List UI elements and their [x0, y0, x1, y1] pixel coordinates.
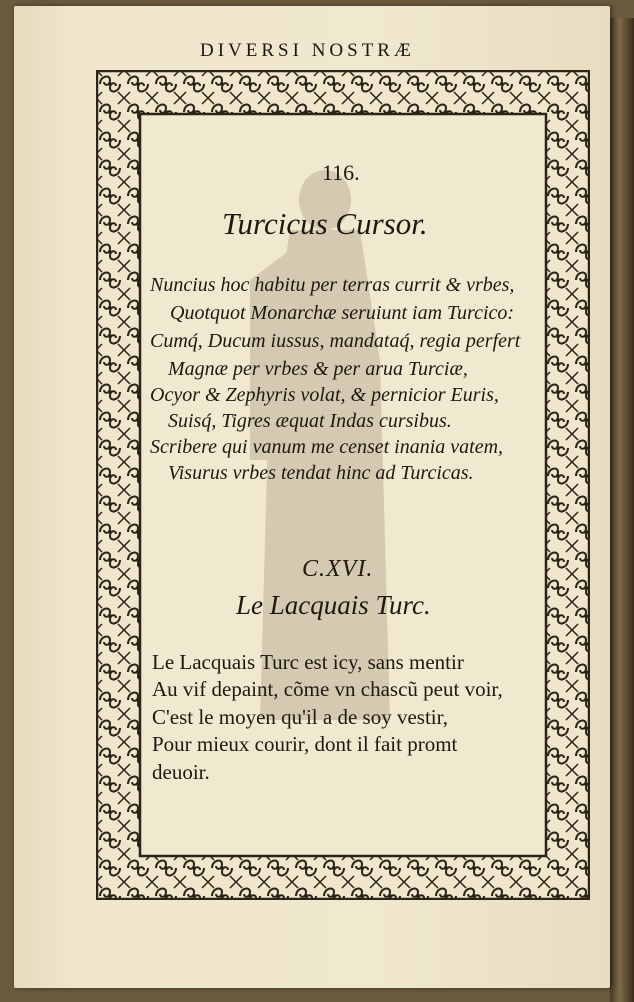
- latin-verse-6: Suisq́, Tigres æquat Indas cursibus.: [168, 410, 452, 432]
- book-edge: [610, 18, 634, 1002]
- chapter-numeral: C.XVI.: [302, 556, 374, 582]
- latin-title: Turcicus Cursor.: [222, 206, 428, 241]
- french-verse-1: Le Lacquais Turc est icy, sans mentir: [152, 650, 464, 674]
- french-verse-5: deuoir.: [152, 760, 210, 784]
- latin-verse-8: Visurus vrbes tendat hinc ad Turcicas.: [168, 462, 474, 484]
- latin-verse-1: Nuncius hoc habitu per terras currit & vrbes,: [150, 274, 515, 296]
- running-head: DIVERSI NOSTRÆ: [200, 40, 415, 61]
- latin-verse-2: Quotquot Monarchæ seruiunt iam Turcico:: [170, 302, 515, 324]
- french-verse-2: Au vif depaint, cõme vn chascũ peut voir,: [152, 677, 503, 701]
- french-verse-4: Pour mieux courir, dont il fait promt: [152, 732, 458, 756]
- latin-verse-5: Ocyor & Zephyris volat, & pernicior Euris,: [150, 384, 499, 406]
- latin-verse-4: Magnæ per vrbes & per arua Turciæ,: [168, 358, 468, 380]
- page-number: 116.: [322, 160, 360, 185]
- latin-verse-3: Cumq́, Ducum iussus, mandataq́, regia perfert: [150, 330, 521, 352]
- latin-verse-7: Scribere qui vanum me censet inania vatem,: [150, 436, 504, 458]
- french-verse-3: C'est le moyen qu'il a de soy vestir,: [152, 705, 449, 729]
- french-title: Le Lacquais Turc.: [236, 590, 431, 620]
